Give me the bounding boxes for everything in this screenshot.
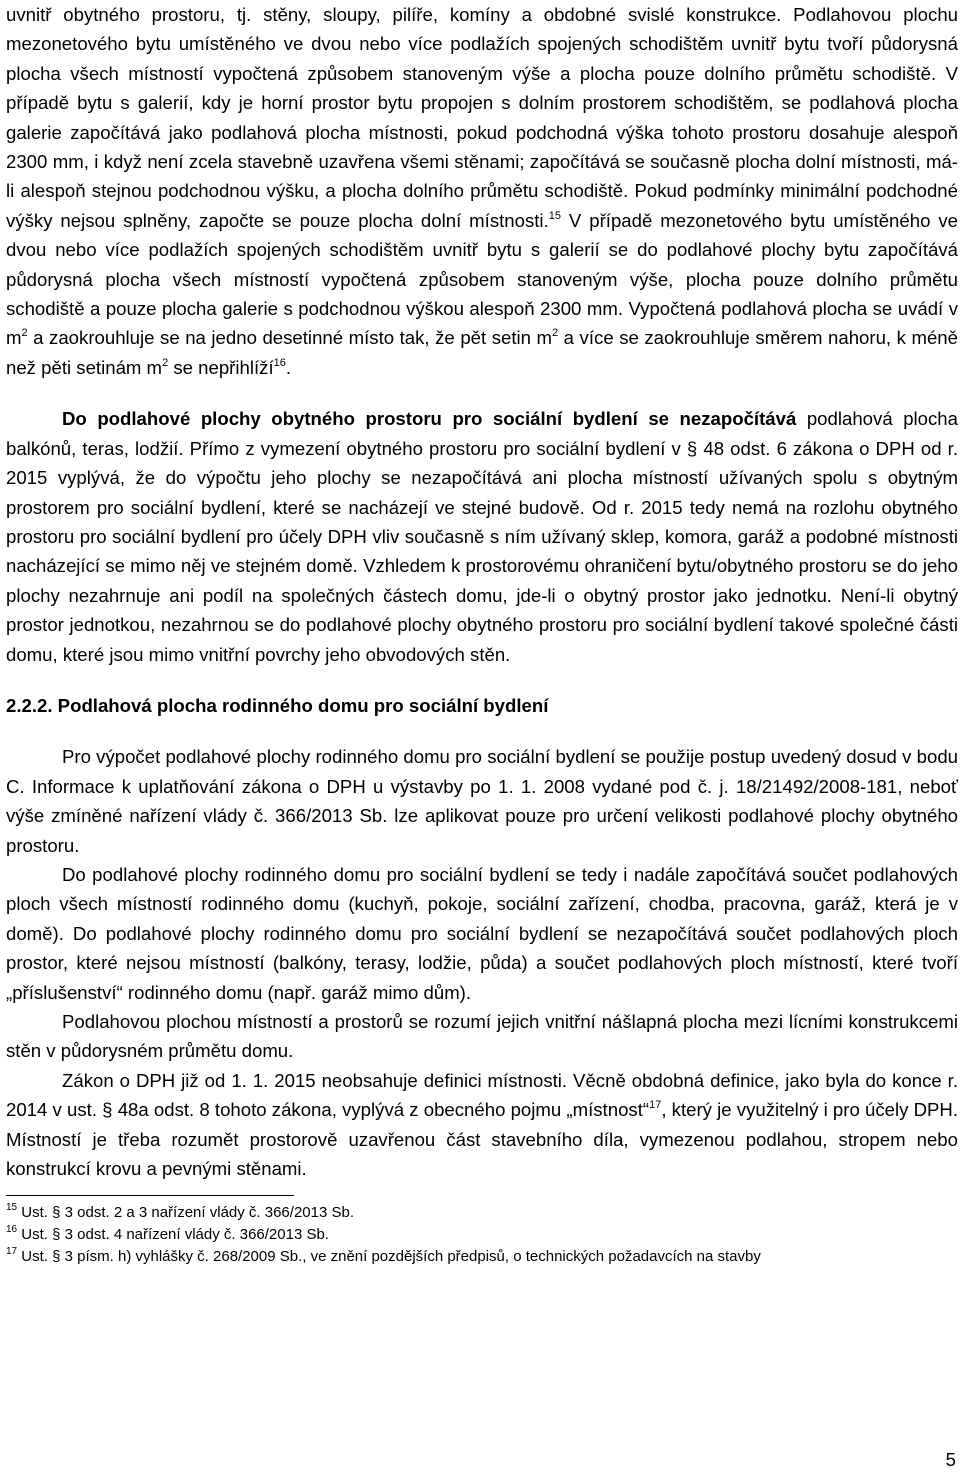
paragraph-text: se nepřihlíží <box>168 356 274 378</box>
footnote-ref[interactable]: 17 <box>649 1099 662 1112</box>
footnote-number: 16 <box>6 1224 18 1236</box>
paragraph-text: Zákon o DPH již od 1. 1. 2015 neobsahuje definici místnosti. Věcně obdobná definice, jako byla do konce r. 2014 v ust. § 48a odst. 8 tohoto zákona, vyplývá z obecného pojmu „místnost“ <box>6 1069 958 1121</box>
superscript: 2 <box>21 327 28 340</box>
paragraph-mezonet <box>6 0 958 382</box>
paragraph-text: podlahová plocha balkónů, teras, lodžií. Přímo z vymezení obytného prostoru pro sociální bydlení v § 48 odst. 6 zákona o DPH od r. 2015 vyplývá, že do výpočtu jeho plochy se nezapočítává ani plocha místností užívaných spolu s obytným prostorem pro sociální bydlení, které se nacházejí ve stejné budově. Od r. 2015 tedy nemá na rozlohu obytného prostoru pro sociální bydlení pro účely DPH vliv současně s ním užívaný sklep, komora, garáž a podobné místnosti nacházející se mimo něj ve stejném domě. Vzhledem k prostorovému ohraničení bytu/obytného prostoru se do jeho plochy nezahrnuje ani podíl na společných částech domu, jde-li o obytný prostor jako jednotku. Není-li obytný prostor jednotkou, nezahrnou se do podlahové plochy obytného prostoru pro sociální bydlení takové společné části domu, které jsou mimo vnitřní povrchy jeho obvodových stěn. <box>6 408 958 665</box>
footnote-item <box>6 1224 958 1246</box>
footnote-text: Ust. § 3 písm. h) vyhlášky č. 268/2009 Sb., ve znění pozdějších předpisů, o technických požadavcích na stavby <box>17 1248 761 1266</box>
document-page <box>6 0 958 1268</box>
paragraph-calculation: Pro výpočet podlahové plochy rodinného domu pro sociální bydlení se použije postup uvedený dosud v bodu C. Informace k uplatňování zákona o DPH u výstavby po 1. 1. 2008 vydané pod č. j. 18/21492/2008-181, neboť výše zmíněné nařízení vlády č. 366/2013 Sb. lze aplikovat pouze pro určení velikosti podlahové plochy obytného prostoru. <box>6 746 958 856</box>
footnote-item <box>6 1246 958 1268</box>
footnote-item <box>6 1202 958 1224</box>
section-heading: 2.2.2. Podlahová plocha rodinného domu pro sociální bydlení <box>6 694 549 716</box>
paragraph-text: uvnitř obytného prostoru, tj. stěny, sloupy, pilíře, komíny a obdobné svislé konstrukce. Podlahovou plochu mezonetového bytu umístěného ve dvou nebo více podlažích spojených schodištěm uvnitř bytu tvoří půdorysná plocha všech místností vypočtená způsobem stanoveným výše a plocha pouze dolního průmětu schodiště. V případě bytu s galerií, kdy je horní prostor bytu propojen s dolním prostorem schodištěm, se podlahová plocha galerie započítává jako podlahová plocha místnosti, pokud podchodná výška tohoto prostoru dosahuje alespoň 2300 mm, i když není zcela stavebně uzavřena všemi stěnami; započítává se současně plocha dolní místnosti, má-li alespoň stejnou podchodnou výšku, a plocha dolního průmětu schodiště. Pokud podmínky minimální podchodné výšky nejsou splněny, započte se pouze plocha dolní místnosti. <box>6 4 958 231</box>
emphasis-text: Do podlahové plochy obytného prostoru pro sociální bydlení se nezapočítává <box>62 408 797 430</box>
paragraph-room <box>6 1066 958 1184</box>
paragraph-definition: Podlahovou plochou místností a prostorů se rozumí jejich vnitřní nášlapná plocha mezi lícními konstrukcemi stěn v půdorysném průmětu domu. <box>6 1011 958 1062</box>
paragraph-text: a více se zaokrouhluje směrem nahoru, k méně než pěti setinám m <box>6 327 958 378</box>
paragraph-not-counted <box>6 404 958 669</box>
superscript: 2 <box>552 327 559 340</box>
paragraph-text: . <box>285 356 292 378</box>
footnote-text: Ust. § 3 odst. 2 a 3 nařízení vlády č. 366/2013 Sb. <box>17 1204 354 1222</box>
superscript: 2 <box>162 356 169 369</box>
paragraph-text: , který je využitelný i pro účely DPH. Místností je třeba rozumět prostorově uzavřenou část stavebního díla, vymezenou podlahou, stropem nebo konstrukcí krovu a pevnými stěnami. <box>6 1099 958 1180</box>
footnote-number: 15 <box>6 1202 18 1214</box>
footnote-ref[interactable]: 15 <box>548 209 561 222</box>
footnote-number: 17 <box>6 1246 18 1258</box>
footnote-ref[interactable]: 16 <box>273 356 286 369</box>
page-number: 5 <box>945 1449 956 1470</box>
footnote-separator <box>6 1195 294 1196</box>
paragraph-text: a zaokrouhluje se na jedno desetinné místo tak, že pět setin m <box>27 327 553 349</box>
spacer <box>6 720 958 742</box>
paragraph-text: V případě mezonetového bytu umístěného ve dvou nebo více podlažích spojených schodištěm uvnitř bytu s galerií se do podlahové plochy bytu započítává půdorysná plocha všech místností vypočtená způsobem stanoveným výše, plocha pouze dolního průmětu schodiště a pouze plocha galerie s podchodnou výškou alespoň 2300 mm. Vypočtená podlahová plocha se uvádí v m <box>6 209 958 349</box>
spacer <box>6 669 958 691</box>
paragraph-included: Do podlahové plochy rodinného domu pro sociální bydlení se tedy i nadále započítává součet podlahových ploch všech místností rodinného domu (kuchyň, pokoje, sociální zařízení, chodba, pracovna, garáž, která je v domě). Do podlahové plochy rodinného domu pro sociální bydlení se nezapočítává součet podlahových ploch prostor, které nejsou místností (balkóny, terasy, lodžie, půda) a součet podlahových ploch místností, které tvoří „příslušenství“ rodinného domu (např. garáž mimo dům). <box>6 863 958 1003</box>
spacer <box>6 382 958 404</box>
footnote-text: Ust. § 3 odst. 4 nařízení vlády č. 366/2013 Sb. <box>17 1226 329 1244</box>
